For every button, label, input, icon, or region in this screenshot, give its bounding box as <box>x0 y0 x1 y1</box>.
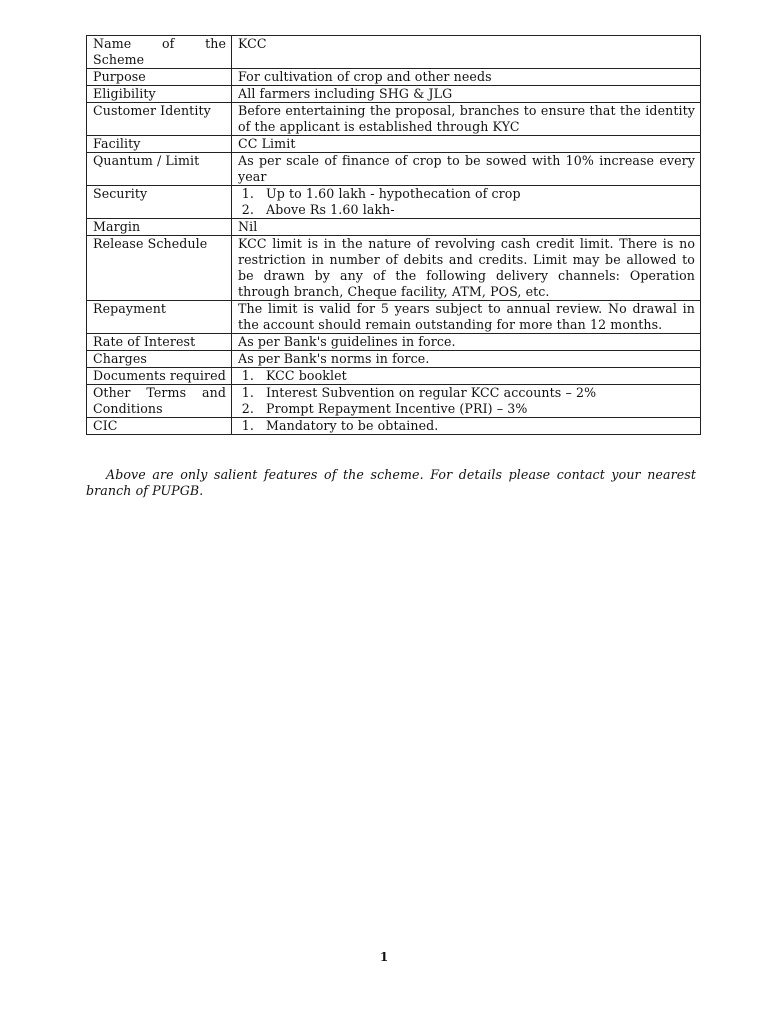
table-row <box>87 368 701 385</box>
list-text: Interest Subvention on regular KCC accounts – 2% <box>266 385 597 400</box>
table-row <box>87 334 701 351</box>
list-number: 2. <box>241 401 254 416</box>
list-text: Mandatory to be obtained. <box>266 418 439 433</box>
row-label: Name of the Scheme <box>87 36 232 69</box>
row-label: Margin <box>87 219 232 236</box>
table-row <box>87 385 701 418</box>
row-label: Repayment <box>87 301 232 334</box>
row-value: Before entertaining the proposal, branches to ensure that the identity of the applicant is established through KYC <box>232 103 701 136</box>
list-number: 1. <box>241 385 254 400</box>
row-label: Security <box>87 186 232 219</box>
table-row <box>87 301 701 334</box>
row-value: As per Bank's norms in force. <box>232 351 701 368</box>
row-label: Rate of Interest <box>87 334 232 351</box>
list-item <box>238 401 695 417</box>
list-text: KCC booklet <box>266 368 347 383</box>
list-text: Prompt Repayment Incentive (PRI) – 3% <box>266 401 528 416</box>
list-item <box>238 385 695 401</box>
row-value <box>232 368 701 385</box>
row-value: As per scale of finance of crop to be sowed with 10% increase every year <box>232 153 701 186</box>
list-item <box>238 202 695 218</box>
list-item <box>238 186 695 202</box>
row-label: Eligibility <box>87 86 232 103</box>
table-row <box>87 351 701 368</box>
list-text: Up to 1.60 lakh - hypothecation of crop <box>266 186 521 201</box>
row-label: Documents required <box>87 368 232 385</box>
page-number: 1 <box>379 950 389 964</box>
row-label: Customer Identity <box>87 103 232 136</box>
list-number: 2. <box>241 202 254 217</box>
table-row <box>87 219 701 236</box>
list-number: 1. <box>241 418 254 433</box>
numbered-list <box>238 385 695 417</box>
table-row <box>87 236 701 301</box>
row-value <box>232 186 701 219</box>
list-number: 1. <box>241 368 254 383</box>
table-row <box>87 153 701 186</box>
row-label: Purpose <box>87 69 232 86</box>
row-value: All farmers including SHG & JLG <box>232 86 701 103</box>
row-value: Nil <box>232 219 701 236</box>
table-row <box>87 136 701 153</box>
list-item <box>238 368 695 384</box>
table-row <box>87 36 701 69</box>
row-value <box>232 418 701 435</box>
row-value <box>232 385 701 418</box>
table-row <box>87 186 701 219</box>
numbered-list <box>238 368 695 384</box>
table-row <box>87 86 701 103</box>
row-label: Facility <box>87 136 232 153</box>
list-text: Above Rs 1.60 lakh- <box>266 202 395 217</box>
row-value: KCC limit is in the nature of revolving cash credit limit. There is no restriction in number of debits and credits. Limit may be allowed to be drawn by any of the following delivery channels: Operation through branch, Cheque facility, ATM, POS, etc. <box>232 236 701 301</box>
row-value: The limit is valid for 5 years subject to annual review. No drawal in the account should remain outstanding for more than 12 months. <box>232 301 701 334</box>
scheme-table <box>86 35 701 435</box>
row-label: CIC <box>87 418 232 435</box>
table-row <box>87 69 701 86</box>
row-label: Charges <box>87 351 232 368</box>
row-label: Release Schedule <box>87 236 232 301</box>
numbered-list <box>238 186 695 218</box>
row-value: KCC <box>232 36 701 69</box>
numbered-list <box>238 418 695 434</box>
row-value: As per Bank's guidelines in force. <box>232 334 701 351</box>
list-item <box>238 418 695 434</box>
row-label: Quantum / Limit <box>87 153 232 186</box>
row-label: Other Terms and Conditions <box>87 385 232 418</box>
footnote: Above are only salient features of the scheme. For details please contact your nearest branch of PUPGB. <box>86 466 696 498</box>
row-value: For cultivation of crop and other needs <box>232 69 701 86</box>
row-value: CC Limit <box>232 136 701 153</box>
list-number: 1. <box>241 186 254 201</box>
table-row <box>87 103 701 136</box>
table-row <box>87 418 701 435</box>
